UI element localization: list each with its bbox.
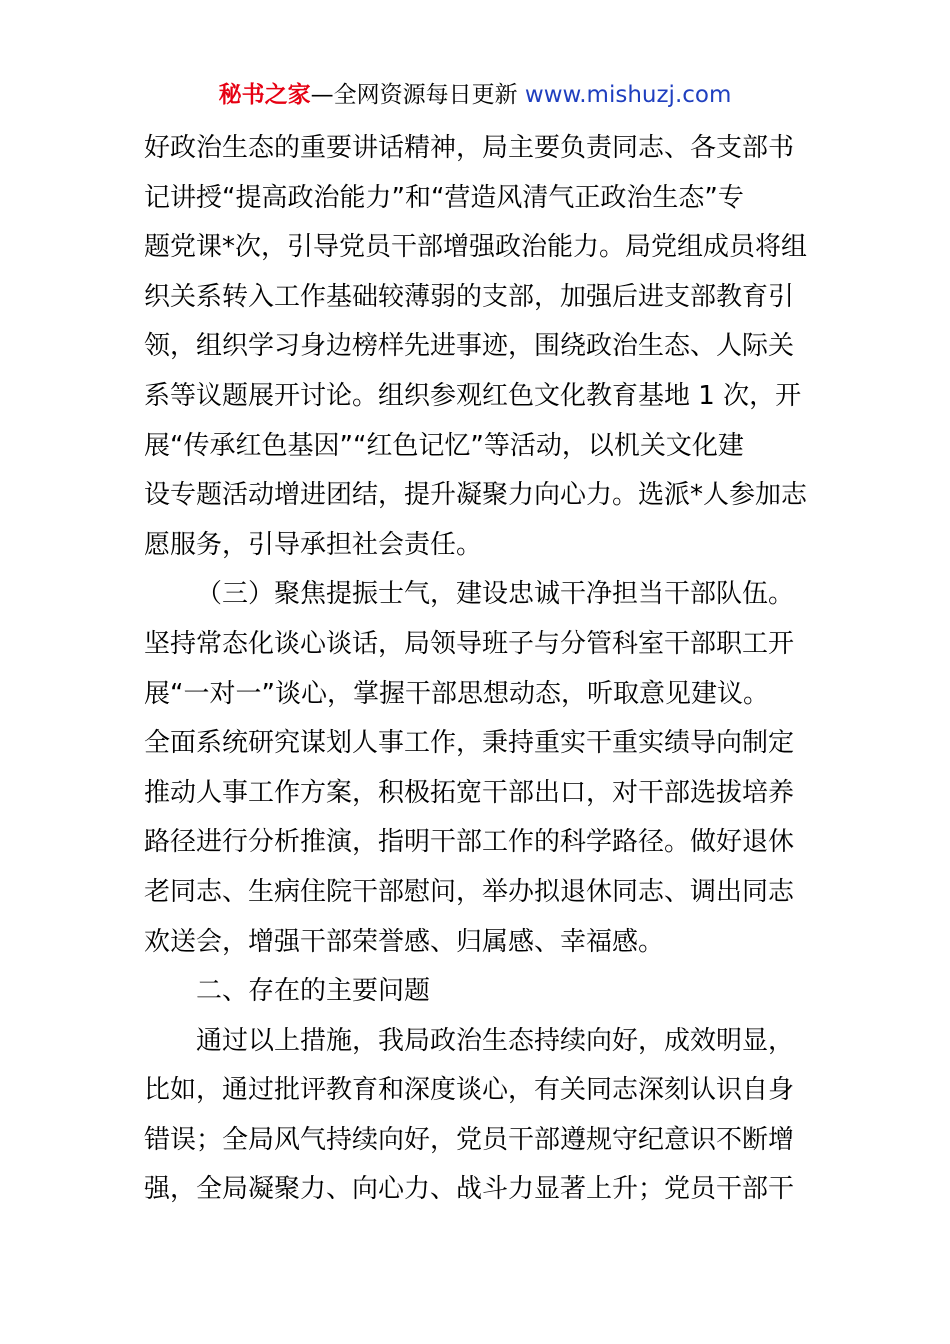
text-line: 展“传承红色基因”“红色记忆”等活动，以机关文化建 (144, 430, 744, 461)
brand-name: 秘书之家 (218, 82, 311, 108)
text-line: 全面系统研究谋划人事工作，秉持重实干重实绩导向制定 (144, 728, 795, 759)
section-heading-2: 二、存在的主要问题 (196, 976, 431, 1007)
section-heading-3: （三）聚焦提振士气，建设忠诚干净担当干部队伍。 (196, 579, 795, 610)
text-line: 坚持常态化谈心谈话，局领导班子与分管科室干部职工开 (144, 628, 795, 659)
page-header (0, 78, 950, 112)
text-line: 欢送会，增强干部荣誉感、归属感、幸福感。 (144, 926, 665, 957)
text-line: 路径进行分析推演，指明干部工作的科学路径。做好退休 (144, 827, 795, 858)
text-line: 好政治生态的重要讲话精神，局主要负责同志、各支部书 (144, 133, 795, 163)
text-line: 愿服务，引导承担社会责任。 (144, 529, 483, 560)
text-line: 记讲授“提高政治能力”和“营造风清气正政治生态”专 (144, 182, 744, 213)
text-line: 展“一对一”谈心，掌握干部思想动态，听取意见建议。 (144, 678, 769, 709)
website-link[interactable]: www.mishuzj.com (524, 82, 732, 108)
text-line: 推动人事工作方案，积极拓宽干部出口，对干部选拔培养 (144, 777, 795, 808)
text-line: 错误；全局风气持续向好，党员干部遵规守纪意识不断增 (144, 1124, 795, 1155)
text-line: 系等议题展开讨论。组织参观红色文化教育基地 1 次，开 (144, 380, 802, 411)
text-line: 老同志、生病住院干部慰问，举办拟退休同志、调出同志 (144, 876, 795, 907)
text-line: 比如，通过批评教育和深度谈心，有关同志深刻认识自身 (144, 1075, 795, 1106)
document-body (144, 124, 809, 1215)
text-line: 领，组织学习身边榜样先进事迹，围绕政治生态、人际关 (144, 331, 795, 362)
header-tagline: —全网资源每日更新 (310, 82, 525, 108)
text-line: 设专题活动增进团结，提升凝聚力向心力。选派*人参加志 (144, 480, 808, 511)
paragraph-start: 通过以上措施，我局政治生态持续向好，成效明显， (196, 1025, 795, 1056)
text-line: 题党课*次，引导党员干部增强政治能力。局党组成员将组 (144, 232, 808, 263)
text-line: 织关系转入工作基础较薄弱的支部，加强后进支部教育引 (144, 281, 795, 312)
text-line: 强，全局凝聚力、向心力、战斗力显著上升；党员干部干 (144, 1174, 795, 1205)
